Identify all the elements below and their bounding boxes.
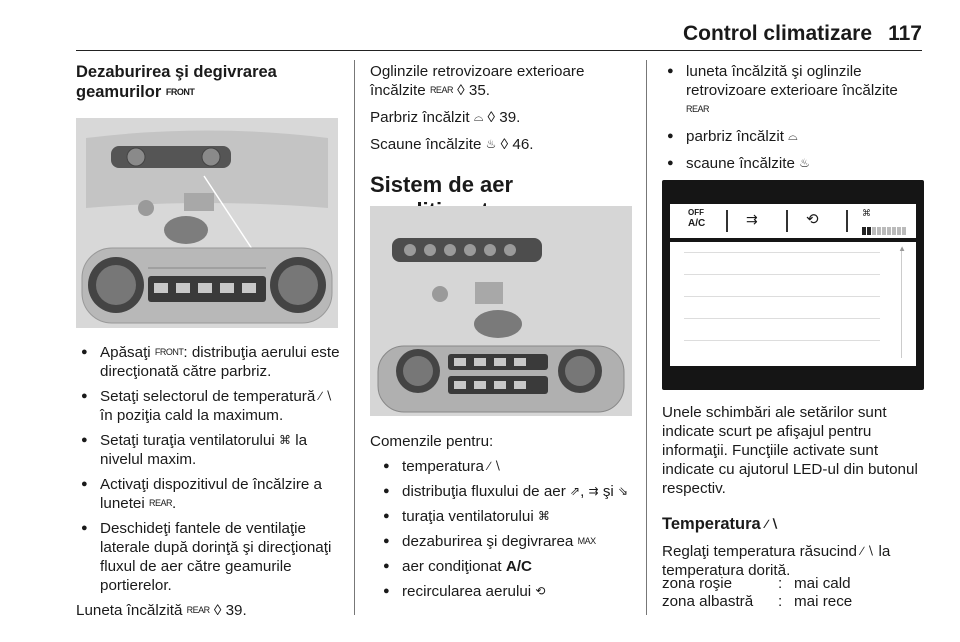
zone-separator: : bbox=[778, 593, 783, 610]
display-scrollbar bbox=[901, 248, 902, 358]
temperature-instruction: Reglaţi temperatura răsucind ∕ ∖ la temperatura dorită. bbox=[662, 543, 891, 579]
ac-panel-illustration bbox=[370, 206, 632, 416]
fan-icon: ⌘ bbox=[278, 433, 291, 447]
climate-info-display bbox=[662, 180, 924, 390]
list-item: ● Setaţi turaţia ventilatorului ⌘ la nivelul maxim. bbox=[76, 431, 344, 469]
divider bbox=[786, 210, 788, 232]
defrost-steps bbox=[76, 343, 344, 620]
divider bbox=[846, 210, 848, 232]
rear-window-heating-icon: REAR bbox=[148, 498, 172, 508]
display-status-bar bbox=[670, 204, 916, 238]
air-recirculation-icon: ⟲ bbox=[806, 211, 819, 228]
list-item: ● aer condiţionat A/C bbox=[378, 557, 632, 576]
heated-seats-ref: Scaune încălzite ♨ ◊ 46. bbox=[370, 136, 534, 153]
air-distribution-windscreen-icon: ⇗ bbox=[570, 484, 581, 498]
heated-windscreen-icon: ⌓ bbox=[788, 129, 798, 143]
zone-value: mai cald bbox=[794, 575, 851, 592]
display-off-label: OFF bbox=[688, 208, 704, 217]
page-ref-arrow-icon: ◊ bbox=[496, 136, 509, 153]
column-3-lower bbox=[662, 403, 924, 580]
list-item: ● temperatura ∕ ∖ bbox=[378, 457, 632, 476]
ac-controls bbox=[370, 432, 632, 601]
list-item: ● Activaţi dispozitivul de încălzire a lunetei REAR. bbox=[76, 475, 344, 513]
section-heading-temperature: Temperatura ∕ ∖ bbox=[662, 515, 779, 533]
heated-seat-icon: ♨ bbox=[485, 137, 497, 151]
climate-panel-illustration bbox=[76, 118, 338, 328]
fan-speed-bar bbox=[862, 222, 914, 230]
zone-value: mai rece bbox=[794, 593, 853, 610]
page-header-title: Control climatizare bbox=[682, 22, 872, 45]
list-item: ● Deschideţi fantele de ventilaţie laterale după dorinţă şi direcţionaţi fluxul de aer către geamurile portierelor. bbox=[76, 519, 344, 595]
list-item: ● recircularea aerului ⟲ bbox=[378, 582, 632, 601]
controls-intro: Comenzile pentru: bbox=[370, 433, 494, 450]
list-item: ● dezaburirea şi degivrarea MAX bbox=[378, 532, 632, 551]
column-separator bbox=[646, 60, 647, 615]
list-item: ● scaune încălzite ♨ bbox=[662, 154, 924, 173]
temperature-selector-icon: ∕ ∖ bbox=[861, 544, 875, 558]
section-heading-air-conditioning: Sistem de aer bbox=[370, 172, 514, 197]
ac-label: A/C bbox=[505, 558, 533, 575]
section-heading-defrost: Dezaburirea şi degivrarea geamurilor FRONT bbox=[76, 63, 277, 101]
zone-name: zona roşie bbox=[662, 575, 733, 592]
heated-mirrors-ref: Oglinzile retrovizoare exterioare încălzite REAR ◊ 35. bbox=[370, 63, 585, 99]
list-item: ● parbriz încălzit ⌓ bbox=[662, 127, 924, 146]
scroll-up-icon: ▲ bbox=[898, 244, 906, 253]
column-3 bbox=[662, 62, 924, 173]
list-item: ● distribuţia fluxului de aer ⇗, ⇉ şi ⇘ bbox=[378, 482, 632, 501]
header-rule bbox=[76, 50, 922, 51]
fan-icon: ⌘ bbox=[537, 509, 550, 523]
page-ref-arrow-icon: ◊ bbox=[483, 109, 496, 126]
page-ref-arrow-icon: ◊ bbox=[452, 82, 465, 99]
list-item: ● turaţia ventilatorului ⌘ bbox=[378, 507, 632, 526]
rear-window-heating-icon: REAR bbox=[186, 605, 210, 615]
page-ref-arrow-icon: ◊ bbox=[209, 602, 222, 619]
column-separator bbox=[354, 60, 355, 615]
air-recirculation-icon: ⟲ bbox=[535, 584, 546, 598]
air-distribution-head-icon: ⇉ bbox=[588, 484, 599, 498]
fan-speed-icon: ⌘ bbox=[862, 208, 871, 218]
heated-windscreen-icon: ⌓ bbox=[473, 110, 484, 124]
temperature-selector-icon: ∕ ∖ bbox=[319, 389, 333, 403]
list-item: ● Apăsaţi FRONT: distribuţia aerului este direcţionată către parbriz. bbox=[76, 343, 344, 381]
display-ac-label: A/C bbox=[688, 218, 706, 229]
max-defrost-icon: MAX bbox=[577, 536, 596, 546]
display-info-paragraph: Unele schimbări ale setărilor sunt indicate scurt pe afişajul pentru informaţii. Funcţiile activate sunt indicate cu ajutorul LED-ul din butonul respectiv. bbox=[662, 404, 918, 497]
column-2 bbox=[370, 62, 632, 224]
climate-control-panel-photo bbox=[76, 118, 338, 328]
page-number: 117 bbox=[888, 22, 922, 45]
zone-name: zona albastră bbox=[662, 593, 754, 610]
rear-window-heating-icon: REAR bbox=[686, 104, 710, 114]
heated-seat-icon: ♨ bbox=[799, 156, 810, 170]
front-defrost-icon: FRONT bbox=[154, 347, 184, 357]
air-conditioning-panel-photo bbox=[370, 206, 632, 416]
list-item: ● Setaţi selectorul de temperatură ∕ ∖ în poziţia cald la maximum. bbox=[76, 387, 344, 425]
list-item: ● luneta încălzită şi oglinzile retrovizoare exterioare încălzite REAR bbox=[662, 62, 924, 119]
column-1 bbox=[76, 62, 344, 102]
front-defrost-icon: FRONT bbox=[165, 87, 195, 97]
heated-windscreen-ref: Parbriz încălzit ⌓ ◊ 39. bbox=[370, 109, 521, 126]
air-distribution-icon: ⇉ bbox=[746, 211, 758, 227]
display-content-area bbox=[670, 242, 916, 366]
zone-separator: : bbox=[778, 575, 783, 592]
rear-window-heating-icon: REAR bbox=[429, 85, 453, 95]
heated-rear-window-ref: Luneta încălzită REAR ◊ 39. bbox=[76, 602, 247, 619]
temperature-selector-icon: ∕ ∖ bbox=[488, 459, 502, 473]
temperature-selector-icon: ∕ ∖ bbox=[765, 517, 779, 531]
air-distribution-feet-icon: ⇘ bbox=[618, 484, 629, 498]
divider bbox=[726, 210, 728, 232]
